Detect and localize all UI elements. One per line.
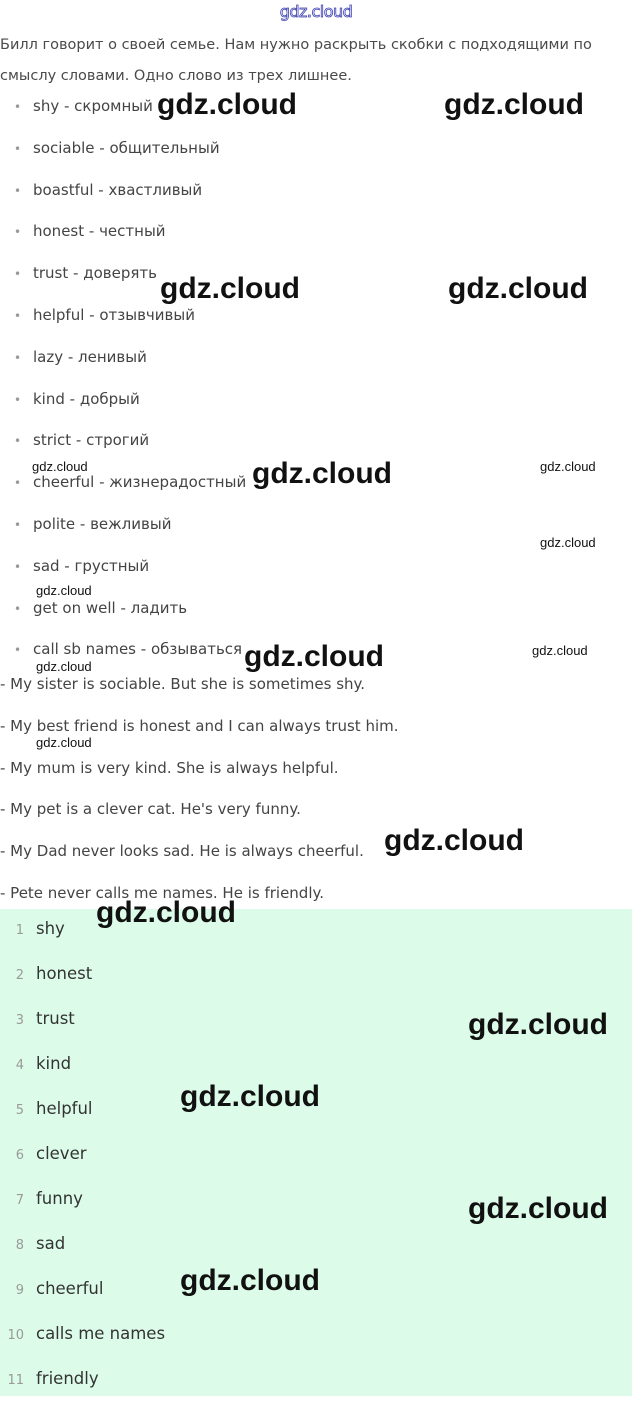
bullet-icon: • (14, 517, 22, 532)
answer-item (0, 999, 165, 1044)
vocab-item (14, 504, 246, 546)
answer-item (0, 1359, 165, 1404)
answer-number: 11 (7, 1373, 24, 1388)
sentence: - My Dad never looks sad. He is always cheerful. (0, 842, 364, 861)
watermark: gdz.cloud (36, 659, 92, 674)
sentence: - Pete never calls me names. He is friendly. (0, 883, 325, 902)
vocab-text: call sb names - обзываться (33, 640, 243, 659)
answer-text: trust (36, 1009, 75, 1028)
answer-text: cheerful (36, 1279, 104, 1298)
vocab-text: helpful - отзывчивый (33, 305, 195, 324)
answer-number: 5 (15, 1103, 24, 1118)
bullet-icon: • (14, 350, 22, 365)
vocab-item (14, 170, 246, 212)
answer-item (0, 1269, 165, 1314)
watermark: gdz.cloud (36, 735, 92, 750)
answer-number: 7 (15, 1193, 24, 1208)
watermark: gdz.cloud (180, 1264, 320, 1297)
answer-number: 6 (15, 1148, 24, 1163)
watermark: gdz.cloud (384, 824, 524, 857)
watermark: gdz.cloud (448, 272, 588, 305)
watermark: gdz.cloud (540, 459, 596, 474)
vocab-item (14, 379, 246, 421)
watermark: gdz.cloud (444, 88, 584, 121)
answer-number: 2 (15, 968, 24, 983)
sentence-list (0, 664, 399, 915)
answer-item (0, 1224, 165, 1269)
vocab-text: shy - скромный (33, 97, 153, 115)
vocab-text: get on well - ладить (33, 598, 188, 617)
answer-number: 4 (15, 1058, 24, 1073)
bullet-icon: • (14, 392, 22, 407)
answer-item (0, 1179, 165, 1224)
bullet-icon: • (14, 141, 22, 156)
vocab-item (14, 546, 246, 588)
answer-number: 1 (15, 923, 24, 938)
answer-text: sad (36, 1234, 66, 1253)
answer-number: 8 (15, 1238, 24, 1253)
watermark: gdz.cloud (32, 459, 88, 474)
bullet-icon: • (14, 434, 22, 449)
answer-number: 10 (7, 1328, 24, 1343)
vocab-item (14, 211, 246, 253)
answer-number: 3 (15, 1013, 24, 1028)
watermark: gdz.cloud (532, 643, 588, 658)
answer-item (0, 1044, 165, 1089)
vocab-text: kind - добрый (33, 389, 140, 408)
bullet-icon: • (14, 267, 22, 282)
bullet-icon: • (14, 601, 22, 616)
bullet-icon: • (14, 308, 22, 323)
vocab-text: trust - доверять (33, 264, 157, 283)
watermark: gdz.cloud (252, 457, 392, 490)
answer-text: clever (36, 1144, 87, 1163)
answer-text: calls me names (36, 1324, 166, 1343)
watermark: gdz.cloud (468, 1192, 608, 1225)
vocab-text: lazy - ленивый (33, 347, 147, 366)
answer-item (0, 1089, 165, 1134)
vocab-text: sociable - общительный (33, 138, 220, 157)
answer-text: shy (36, 919, 65, 938)
sentence: - My pet is a clever cat. He's very funny. (0, 800, 301, 819)
watermark: gdz.cloud (468, 1008, 608, 1041)
task-intro: Билл говорит о своей семье. Нам нужно раскрыть скобки с подходящими по смыслу словами. Одно слово из трех лишнее. (0, 37, 592, 84)
answer-text: funny (36, 1189, 83, 1208)
bullet-icon: • (14, 476, 22, 491)
answer-text: kind (36, 1054, 72, 1073)
answer-text: helpful (36, 1099, 93, 1118)
watermark: gdz.cloud (96, 896, 236, 929)
bullet-icon: • (14, 225, 22, 240)
watermark: gdz.cloud (540, 535, 596, 550)
watermark: gdz.cloud (36, 583, 92, 598)
answer-item (0, 1134, 165, 1179)
answer-list (0, 909, 165, 1404)
sentence: - My sister is sociable. But she is sometimes shy. (0, 675, 366, 693)
answer-item (0, 1314, 165, 1359)
vocab-text: sad - грустный (33, 556, 150, 575)
watermark: gdz.cloud (157, 88, 297, 121)
answer-text: honest (36, 964, 93, 983)
bullet-icon: • (14, 183, 22, 198)
watermark: gdz.cloud (180, 1080, 320, 1113)
answer-box (0, 909, 632, 1396)
vocab-text: strict - строгий (33, 431, 150, 450)
answer-number: 9 (15, 1283, 24, 1298)
watermark: gdz.cloud (244, 640, 384, 673)
watermark: gdz.cloud (160, 272, 300, 305)
vocab-text: cheerful - жизнерадостный (33, 473, 247, 492)
vocab-text: boastful - хвастливый (33, 180, 203, 199)
vocab-item (14, 420, 246, 462)
answer-item (0, 954, 165, 999)
sentence: - My mum is very kind. She is always helpful. (0, 758, 339, 777)
bullet-icon: • (14, 559, 22, 574)
bullet-icon: • (14, 100, 22, 114)
bullet-icon: • (14, 643, 22, 658)
vocab-text: polite - вежливый (33, 514, 172, 533)
vocab-item (14, 337, 246, 379)
site-logo[interactable]: gdz.cloud (279, 2, 353, 21)
vocab-item (14, 128, 246, 170)
sentence: - My best friend is honest and I can always trust him. (0, 716, 399, 735)
answer-text: friendly (36, 1369, 99, 1388)
vocab-text: honest - честный (33, 222, 166, 241)
